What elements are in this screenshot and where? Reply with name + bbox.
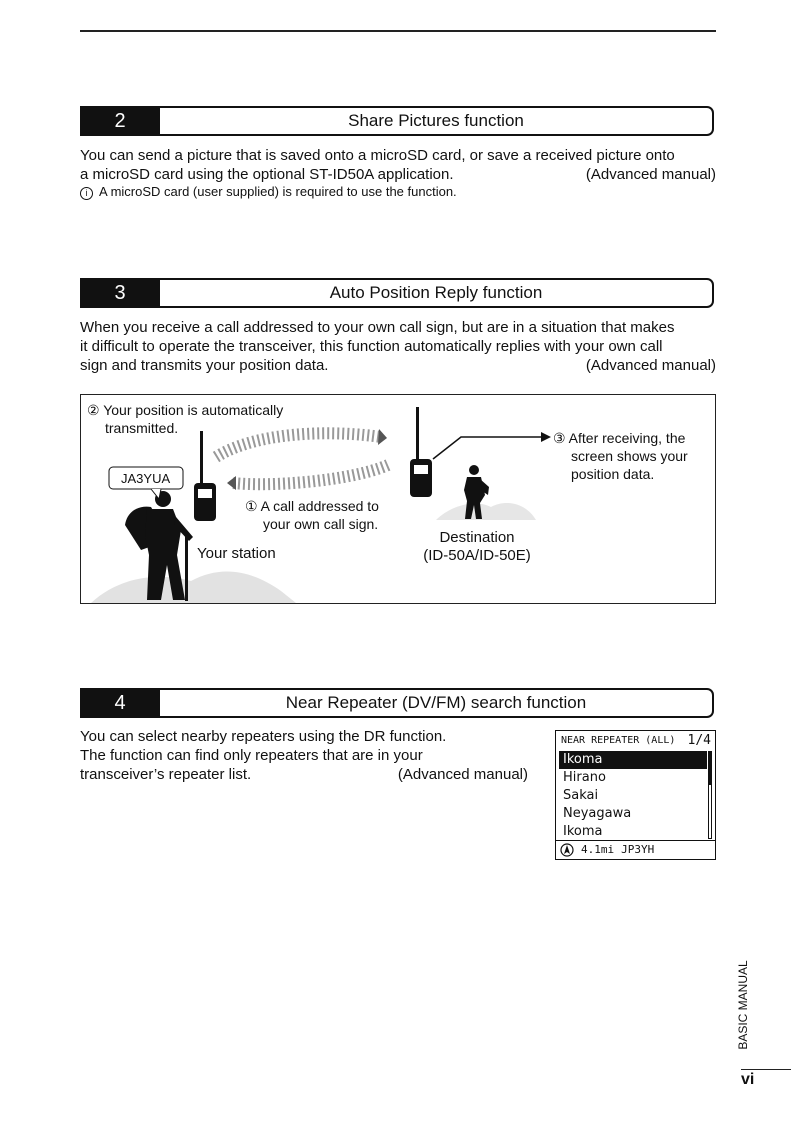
step-2-line: ② Your position is automatically (87, 402, 284, 418)
body-line: You can select nearby repeaters using the DR function. (80, 728, 447, 745)
destination-model: (ID-50A/ID-50E) (423, 547, 531, 564)
section-4-body (80, 727, 528, 784)
radio-left-icon (194, 431, 216, 521)
top-rule (80, 30, 716, 32)
step-1-line: your own call sign. (263, 516, 379, 532)
pointer-line (433, 437, 543, 459)
body-line: it difficult to operate the transceiver, this function automatically replies with your own call (80, 338, 663, 355)
page-number-rule (741, 1069, 791, 1070)
callsign-label: JA3YUA (121, 471, 171, 486)
body-line: transceiver’s repeater list. (80, 766, 252, 783)
advanced-manual-ref: (Advanced manual) (397, 766, 528, 783)
scrollbar-thumb[interactable] (709, 752, 711, 785)
step-3-line: position data. (571, 466, 655, 482)
auto-position-diagram (80, 394, 716, 604)
section-3-body (80, 318, 716, 375)
note-text: A microSD card (user supplied) is required to use the function. (99, 184, 457, 199)
destination-label (421, 529, 533, 565)
list-item[interactable]: Sakai (563, 788, 599, 803)
list-item[interactable]: Neyagawa (563, 806, 632, 821)
page-number: vi (741, 1071, 755, 1088)
body-line: a microSD card using the optional ST-ID50A application. (80, 166, 454, 183)
section-2-body (80, 146, 716, 184)
lcd-divider (556, 840, 715, 841)
signal-arrow-in (233, 465, 388, 484)
radio-right-icon (410, 407, 432, 497)
arrow-head (378, 429, 387, 445)
lcd-footer (560, 842, 654, 858)
section-4-header (80, 688, 714, 718)
pointer-arrow (541, 432, 551, 442)
body-line: sign and transmits your position data. (80, 357, 329, 374)
side-label-text: BASIC MANUAL (736, 960, 750, 1050)
compass-icon (560, 843, 574, 857)
step-1-label (245, 497, 379, 533)
body-line: When you receive a call addressed to your own call sign, but are in a situation that makes (80, 319, 675, 336)
list-item[interactable]: Ikoma (559, 751, 707, 769)
step-3-label (553, 429, 688, 483)
section-2-header (80, 106, 714, 136)
step-2-label (87, 401, 283, 437)
hill-right (436, 503, 536, 520)
lcd-title: NEAR REPEATER (ALL) (561, 735, 676, 746)
lcd-header (561, 734, 711, 748)
section-4-title: Near Repeater (DV/FM) search function (285, 693, 587, 712)
section-2-title: Share Pictures function (348, 111, 524, 130)
advanced-manual-ref: (Advanced manual) (585, 166, 716, 183)
list-item[interactable]: Ikoma (563, 824, 603, 839)
side-label (733, 955, 753, 1055)
step-3-line: screen shows your (571, 448, 688, 464)
lcd-page-indicator: 1/4 (687, 733, 711, 748)
list-item[interactable]: Hirano (563, 770, 606, 785)
section-3-title: Auto Position Reply function (329, 283, 543, 302)
section-3-number: 3 (80, 278, 160, 308)
hill-left (91, 572, 296, 603)
info-icon: i (80, 187, 93, 200)
your-station-label: Your station (197, 545, 276, 562)
section-2-note (80, 184, 457, 200)
section-3-header (80, 278, 714, 308)
repeater-list (559, 751, 707, 841)
section-4-number: 4 (80, 688, 160, 718)
near-repeater-screen (555, 730, 716, 860)
arrow-head (227, 476, 236, 490)
body-line: You can send a picture that is saved onto a microSD card, or save a received picture onto (80, 147, 675, 164)
repeater-callsign: JP3YH (621, 843, 655, 856)
repeater-distance: 4.1mi (581, 843, 615, 856)
step-1-line: ① A call addressed to (245, 498, 379, 514)
advanced-manual-ref: (Advanced manual) (585, 357, 716, 374)
body-line: The function can find only repeaters that are in your (80, 747, 423, 764)
step-3-line: ③ After receiving, the (553, 430, 686, 446)
step-2-line: transmitted. (105, 420, 179, 436)
section-2-number: 2 (80, 106, 160, 136)
destination-line: Destination (439, 529, 515, 546)
lcd-scrollbar[interactable] (708, 751, 712, 839)
